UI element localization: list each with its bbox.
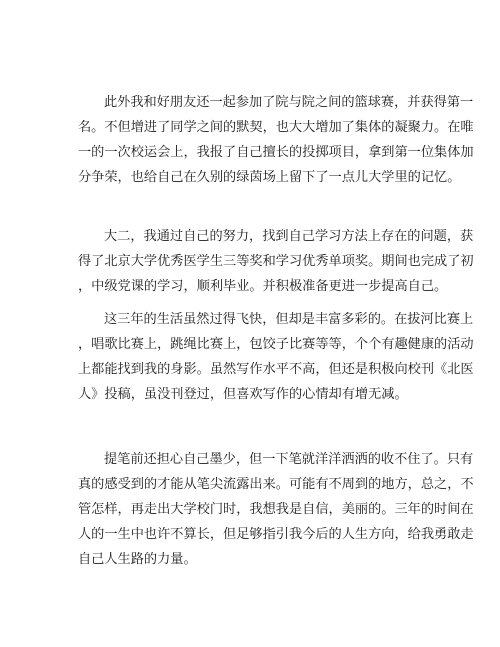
text-line: 提笔前还担心自己墨少，但一下笔就洋洋洒洒的收不住了。只有 xyxy=(104,452,474,467)
paragraph-conclusion xyxy=(78,447,474,572)
text-line: 真的感受到的才能从笔尖流露出来。可能有不周到的地方，总之，不 xyxy=(78,477,474,492)
text-line: 这三年的生活虽然过得飞快，但却是丰富多彩的。在拔河比赛上 xyxy=(104,312,474,327)
text-line: 名。不但增进了同学之间的默契，也大大增加了集体的凝聚力。在唯 xyxy=(78,120,474,135)
text-line: 管怎样，再走出大学校门时，我想我是自信，美丽的。三年的时间在 xyxy=(78,502,474,517)
text-line: 得了北京大学优秀医学生三等奖和学习优秀单项奖。期间也完成了初 xyxy=(78,254,474,269)
paragraph-second-year xyxy=(78,224,474,299)
paragraph-campus-life xyxy=(78,307,474,407)
text-line: 大二，我通过自己的努力，找到自己学习方法上存在的问题，获 xyxy=(104,229,474,244)
text-line: 此外我和好朋友还一起参加了院与院之间的篮球赛，并获得第一 xyxy=(104,95,474,110)
paragraph-sports xyxy=(78,90,474,190)
text-line: ，中级党课的学习，顺利毕业。并积极准备更进一步提高自己。 xyxy=(78,279,448,294)
text-line: ，唱歌比赛上，跳绳比赛上，包饺子比赛等等，个个有趣健康的活动 xyxy=(78,337,474,352)
text-line: 人的一生中也许不算长，但足够指引我今后的人生方向，给我勇敢走 xyxy=(78,527,474,542)
text-line: 自己人生路的力量。 xyxy=(78,552,197,567)
text-line: 分争荣，也给自己在久别的绿茵场上留下了一点儿大学里的记忆。 xyxy=(78,170,461,185)
text-line: 一的一次校运会上，我报了自己擅长的投掷项目，拿到第一位集体加 xyxy=(78,145,474,160)
text-line: 人》投稿，虽没刊登过，但喜欢写作的心情却有增无减。 xyxy=(78,387,408,402)
text-line: 上都能找到我的身影。虽然写作水平不高，但还是积极向校刊《北医 xyxy=(78,362,474,377)
